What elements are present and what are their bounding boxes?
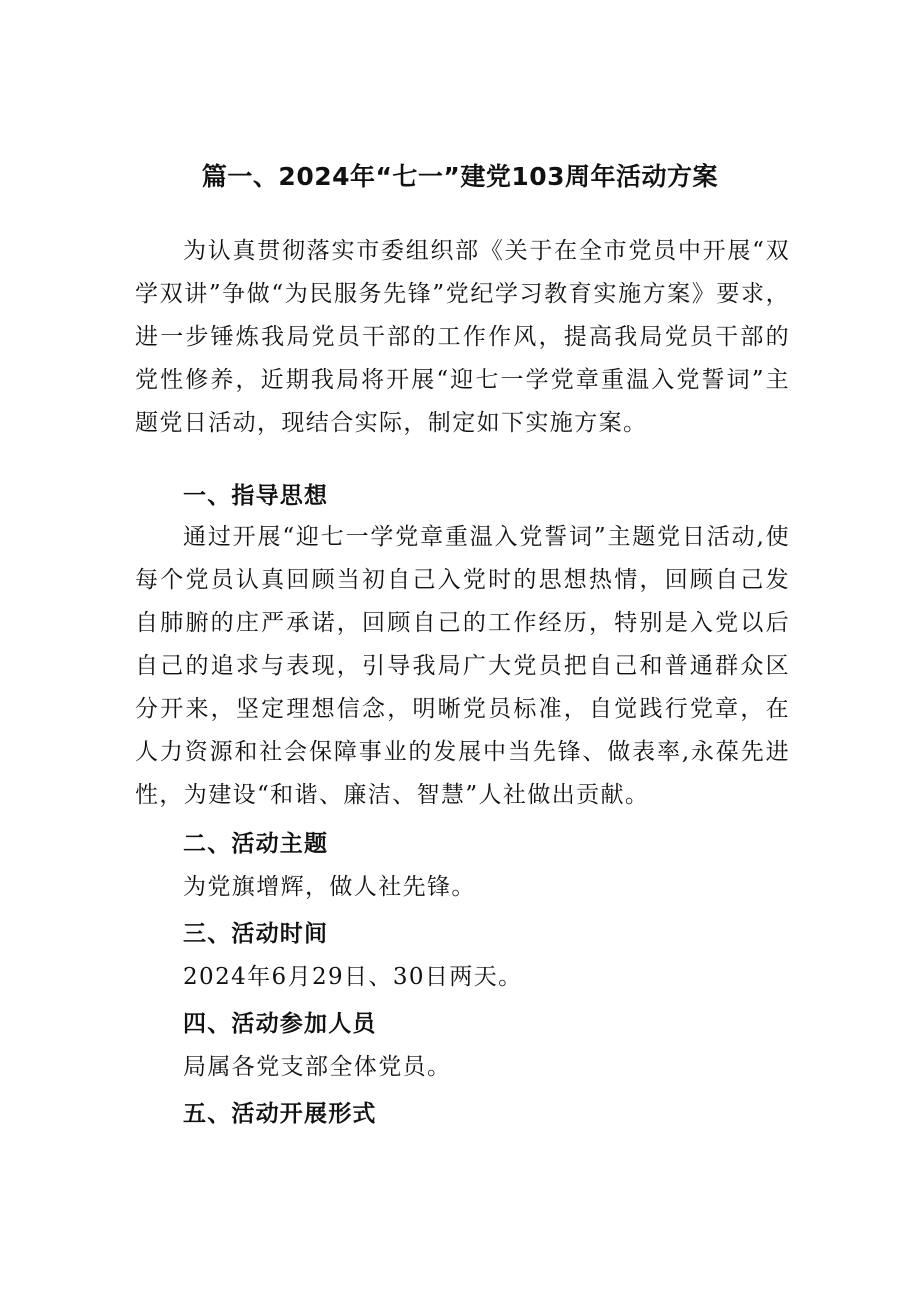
section-paragraph-activity-theme: 为党旗增辉，做人社先锋。 <box>183 874 476 900</box>
document-title: 篇一、2024年“七一”建党103周年活动方案 <box>201 162 719 191</box>
section-paragraph-participants: 局属各党支部全体党员。 <box>183 1054 452 1080</box>
section-heading-activity-format: 五、活动开展形式 <box>183 1101 377 1127</box>
section-paragraph-activity-time: 2024年6月29日、30日两天。 <box>183 964 523 990</box>
section-paragraph-guiding-ideology: 通过开展“迎七一学党章重温入党誓词”主题党日活动,使每个党员认真回顾当初自己入党时的思想热情，回顾自己发自肺腑的庄严承诺，回顾自己的工作经历，特别是入党以后自己的追求与表现，引导我局广大党员把自己和普通群众区分开来，坚定理想信念，明晰党员标准，自觉践行党章，在人力资源和社会保障事业的发展中当先锋、做表率,永葆先进性，为建设“和谐、廉洁、智慧”人社做出贡献。 <box>135 524 790 808</box>
section-heading-guiding-ideology: 一、指导思想 <box>183 483 329 509</box>
section-heading-participants: 四、活动参加人员 <box>183 1011 377 1037</box>
section-heading-activity-theme: 二、活动主题 <box>183 831 329 857</box>
intro-paragraph: 为认真贯彻落实市委组织部《关于在全市党员中开展“双学双讲”争做“为民服务先锋”党纪学习教育实施方案》要求，进一步锤炼我局党员干部的工作作风，提高我局党员干部的党性修养，近期我局将开展“迎七一学党章重温入党誓词”主题党日活动，现结合实际，制定如下实施方案。 <box>135 238 790 436</box>
section-heading-activity-time: 三、活动时间 <box>183 921 329 947</box>
